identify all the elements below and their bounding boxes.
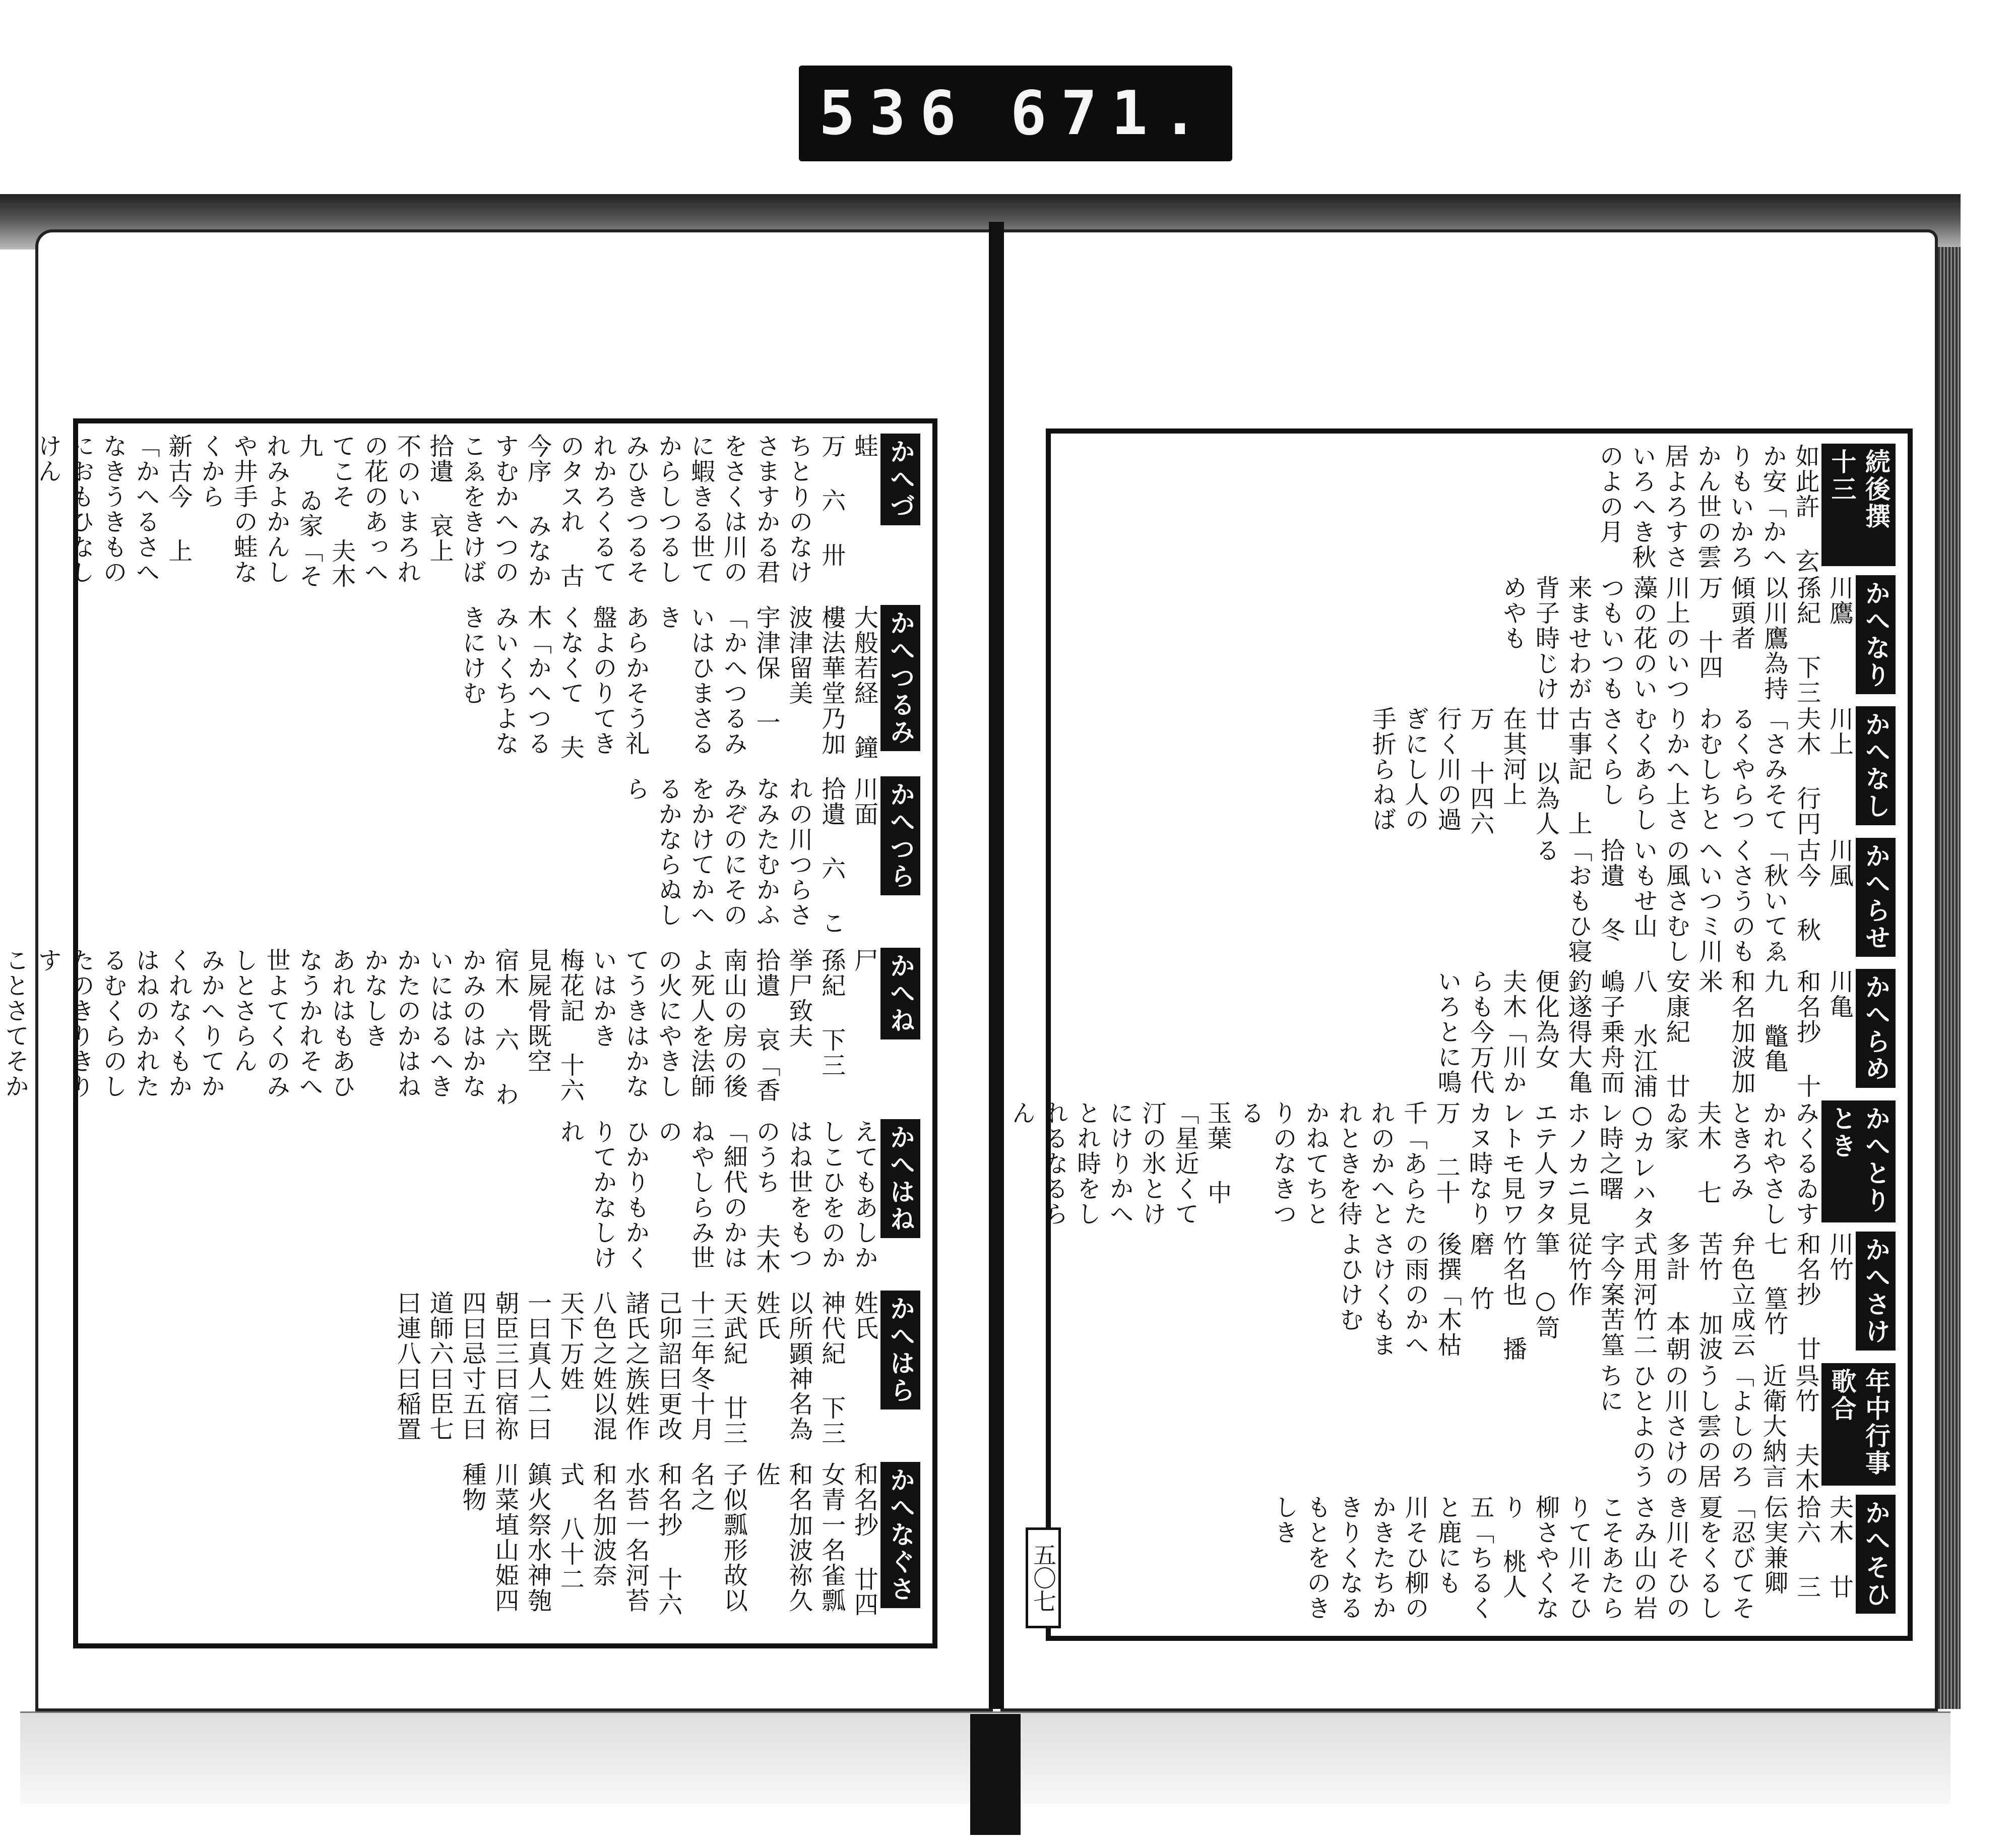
entry-headword: かへとりとき xyxy=(1821,1100,1896,1223)
entry-line: 筆 ○笥竹名也 播磨 竹 xyxy=(1466,1232,1560,1362)
entry-line: みぞのにそのをかけてかへるかならぬしら xyxy=(621,776,748,928)
page-stack-edge xyxy=(1938,247,1961,1709)
entry-body xyxy=(1593,1363,1821,1495)
entry-line: 大般若経 鐘樓法華堂乃加波津留美 xyxy=(784,605,878,760)
dictionary-entry xyxy=(1007,1100,1896,1232)
entry-line: 和名抄 十九 鼈亀 和名加波加米 xyxy=(1694,969,1821,1099)
entry-line: 和名抄 廿七 篁竹 弁色立成云 苦竹 加波 多計 本朝式用河竹二字今案苦篁従竹作 xyxy=(1564,1232,1821,1362)
entry-headword: かへつるみ xyxy=(880,605,921,751)
entry-line: 宇津保 一 「かへつるみいはひまさるき xyxy=(654,605,781,756)
entry-line: 古事記 上廿 以為人在其河上 万 十四六 行く川の過ぎにし人の手折らねば xyxy=(1368,706,1593,837)
entry-headword: かへさけ xyxy=(1856,1232,1896,1351)
entry-headword: かへはね xyxy=(880,1119,921,1238)
entry-line: 川面 xyxy=(850,776,878,827)
page-number: 五〇七 xyxy=(1026,1527,1061,1628)
entry-body xyxy=(619,776,880,948)
entry-line: 新古今 上 「かへるさへなきうきものにおもひなしけん xyxy=(33,434,193,585)
entry-line: 古今 秋「秋いてゑくさうのもへいつミ川の風さむしいもせ山 xyxy=(1629,837,1821,964)
entry-body xyxy=(391,1291,880,1462)
entry-line: 孫紀 下三 以川鷹為持傾頭者 xyxy=(1727,575,1821,705)
spine-tab xyxy=(970,1714,1021,1835)
entry-body xyxy=(31,434,880,605)
entry-line: 和名抄 十六 水苔一名河苔 和名加波奈 xyxy=(589,1462,682,1617)
entry-headword: かへらせ xyxy=(1856,838,1896,957)
entry-line: 川風 xyxy=(1825,837,1854,888)
entry-line: あらかそう礼盤よのりてきくなくて 夫木「かへつるみいくちよなきにけむ xyxy=(458,605,650,760)
entry-body xyxy=(1333,1232,1856,1363)
entry-line: 蛙 xyxy=(850,434,878,459)
entry-line: 万 十四 川上のいつ藻の花のいつもいつも来ませわが背子時じけめやも xyxy=(1498,575,1723,701)
entry-line: 子似瓢形故以名之 xyxy=(686,1462,748,1613)
entry-body xyxy=(554,1119,880,1291)
entry-line: 天武紀 廿三 十三年冬十月己卯詔曰更改諸氏之族姓作八色之姓以混天下万姓 xyxy=(556,1291,748,1446)
entry-line: ことさてそか xyxy=(1,948,29,1099)
entry-line: 安康紀 廿八 水江浦嶋子乗舟而釣遂得大亀便化為女 xyxy=(1531,969,1690,1099)
frame-number-right: 671. xyxy=(1010,78,1213,149)
entry-line: 尸 xyxy=(850,948,878,973)
entry-body xyxy=(456,605,880,776)
dictionary-entry xyxy=(1063,1363,1896,1495)
book-spine xyxy=(989,222,1004,1709)
entry-line: えてもあしかしこひをのかはね世をもつのうち 夫木「細代のかはねやしらみ世の xyxy=(654,1119,878,1274)
entry-line: 拾遺 哀「香南山の房の後よ死人を法師の火にやきしてうきはかないはかき xyxy=(589,948,781,1103)
dictionary-entry xyxy=(1063,575,1896,707)
entry-line: 梅花記 十六 見屍骨既空 xyxy=(523,948,585,1103)
entry-line: みかへりてかくれなくもかはねのかれたるむくらのしたのきりきりす xyxy=(33,948,225,1099)
entry-line: ひかりもかくりてかなしけれ xyxy=(556,1119,650,1270)
entry-line: 後撰「木枯の雨のかへさけくもまよひけむ xyxy=(1335,1232,1462,1358)
entry-headword: かへなり xyxy=(1856,575,1896,694)
entry-body xyxy=(0,948,880,1119)
entry-line: 拾遺 冬「おもひ寝る xyxy=(1531,837,1625,964)
dictionary-entry xyxy=(90,1119,920,1291)
entry-line: あれはもあひなうかれそへ世よてくのみしとさらん xyxy=(229,948,356,1099)
entry-line: 拾遺 哀上 不のいまろれの花のあっへてこそ 夫木 九 ゐ家「それみよかんしや井手の蛙なくから xyxy=(197,434,454,589)
dictionary-entry xyxy=(1,948,920,1119)
dictionary-entry xyxy=(1063,1232,1896,1363)
entry-line: ○カレハタレ時之曙 ホノカニ見エテ人ヲタレトモ見ワカヌ時なり xyxy=(1465,1100,1657,1231)
entry-line: 呉竹 夫木 近衛大納言「よしのろうし雲の居の川さけのひとよのうちに xyxy=(1595,1363,1819,1493)
entry-line: 川竹 xyxy=(1825,1232,1854,1282)
entry-headword: 年中行事歌合 xyxy=(1821,1363,1896,1486)
entry-line: 川そひ柳のかきたちかきりくなるもとをのきしき xyxy=(1270,1494,1429,1621)
entry-line: 式 八十二 鎮火祭水神匏川菜埴山姫四種物 xyxy=(458,1462,585,1613)
dictionary-entry xyxy=(1063,706,1896,838)
entry-line: みくるゐすかれやさしときろみ 夫木 七 ゐ家 xyxy=(1660,1100,1819,1226)
entry-line: 如此許 玄 か安「かへりもいかろかん世の雲居よろすさいろへき秋のよの月 xyxy=(1595,444,1819,574)
dictionary-entry xyxy=(1063,838,1896,969)
film-frame-label xyxy=(799,66,1232,161)
entry-line: みひきつるそれかろくるてのタスれ 古今序 みなかすむかへつのこゑをきけば xyxy=(458,434,650,589)
entry-line: 宿木 六 わかみのはかないにはるへきかたのかはねかなしき xyxy=(360,948,519,1107)
entry-body xyxy=(1268,1495,1855,1626)
entry-line: 姓氏 xyxy=(850,1291,878,1341)
dictionary-entry xyxy=(90,1291,920,1462)
entry-headword: かへつら xyxy=(880,776,921,895)
entry-line: 一曰真人二曰朝臣三曰宿祢四曰忌寸五曰道師六曰臣七曰連八曰稲置 xyxy=(393,1291,552,1442)
left-columns xyxy=(1,434,920,1633)
frame-number-left: 536 xyxy=(818,78,971,149)
entry-line: 夫木「川からも今万代いろとに鳴 xyxy=(1433,969,1527,1095)
dictionary-entry xyxy=(90,776,920,948)
entry-line: 川亀 xyxy=(1825,969,1854,1020)
dictionary-entry xyxy=(1063,444,1896,575)
left-text-panel xyxy=(1,418,937,1648)
dictionary-entry xyxy=(33,434,920,605)
entry-body xyxy=(1366,706,1856,838)
entry-line: 玉葉 中「星近くて汀の氷とけにけりかへとれ時をしれるなるらん xyxy=(1007,1100,1232,1226)
entry-line: さみ山の岩こそあたらりて川そひ柳さやくなり 桃人 五「ちるくと鹿にも xyxy=(1433,1494,1658,1621)
entry-line: 川鷹 xyxy=(1825,575,1854,626)
entry-headword: かへね xyxy=(880,948,921,1039)
entry-line: 万 二十 千「あらたれのかへとれときを待かねてちとりのなきつる xyxy=(1236,1100,1461,1226)
entry-body xyxy=(456,1462,880,1633)
entry-headword: かへなし xyxy=(1856,706,1896,825)
entry-body xyxy=(1593,444,1821,575)
entry-line: 神代紀 下三 以所顕神名為姓氏 xyxy=(752,1291,846,1446)
entry-headword: かへそひ xyxy=(1856,1495,1896,1614)
entry-line: 夫木 行円「さみそてるくやらつわむしちとりかへ上さむくあらしさくらし xyxy=(1596,706,1821,837)
dictionary-entry xyxy=(90,605,920,776)
entry-line: 川上 xyxy=(1825,706,1854,757)
entry-headword: かへらめ xyxy=(1856,969,1896,1088)
entry-body xyxy=(1005,1100,1821,1232)
entry-line: 孫紀 下三 挙尸致夫 xyxy=(784,948,846,1078)
entry-body xyxy=(1529,838,1856,969)
entry-headword: 続後撰 十三 xyxy=(1821,444,1896,566)
entry-headword: かへはら xyxy=(880,1291,921,1409)
entry-line: 拾遺 六 これの川つらさなみたむかふ xyxy=(752,776,846,936)
entry-headword: かへなぐさ xyxy=(880,1462,921,1608)
entry-line: 万 六 卅 ちとりのなけさますかる君をさくは川のに蝦きる世てからしつるし xyxy=(654,434,846,585)
dictionary-entry xyxy=(90,1462,920,1633)
entry-body xyxy=(1431,969,1855,1100)
dictionary-entry xyxy=(1063,969,1896,1100)
entry-body xyxy=(1496,575,1856,707)
entry-headword: かへづ xyxy=(880,434,921,525)
entry-line: 和名抄 廿四 女青一名雀瓢 和名加波祢久佐 xyxy=(752,1462,878,1617)
entry-line: 夫木 廿 拾六 三 伝実兼卿「忍びてそ夏をくるしき川そひの xyxy=(1662,1494,1854,1621)
dictionary-entry xyxy=(1063,1495,1896,1626)
